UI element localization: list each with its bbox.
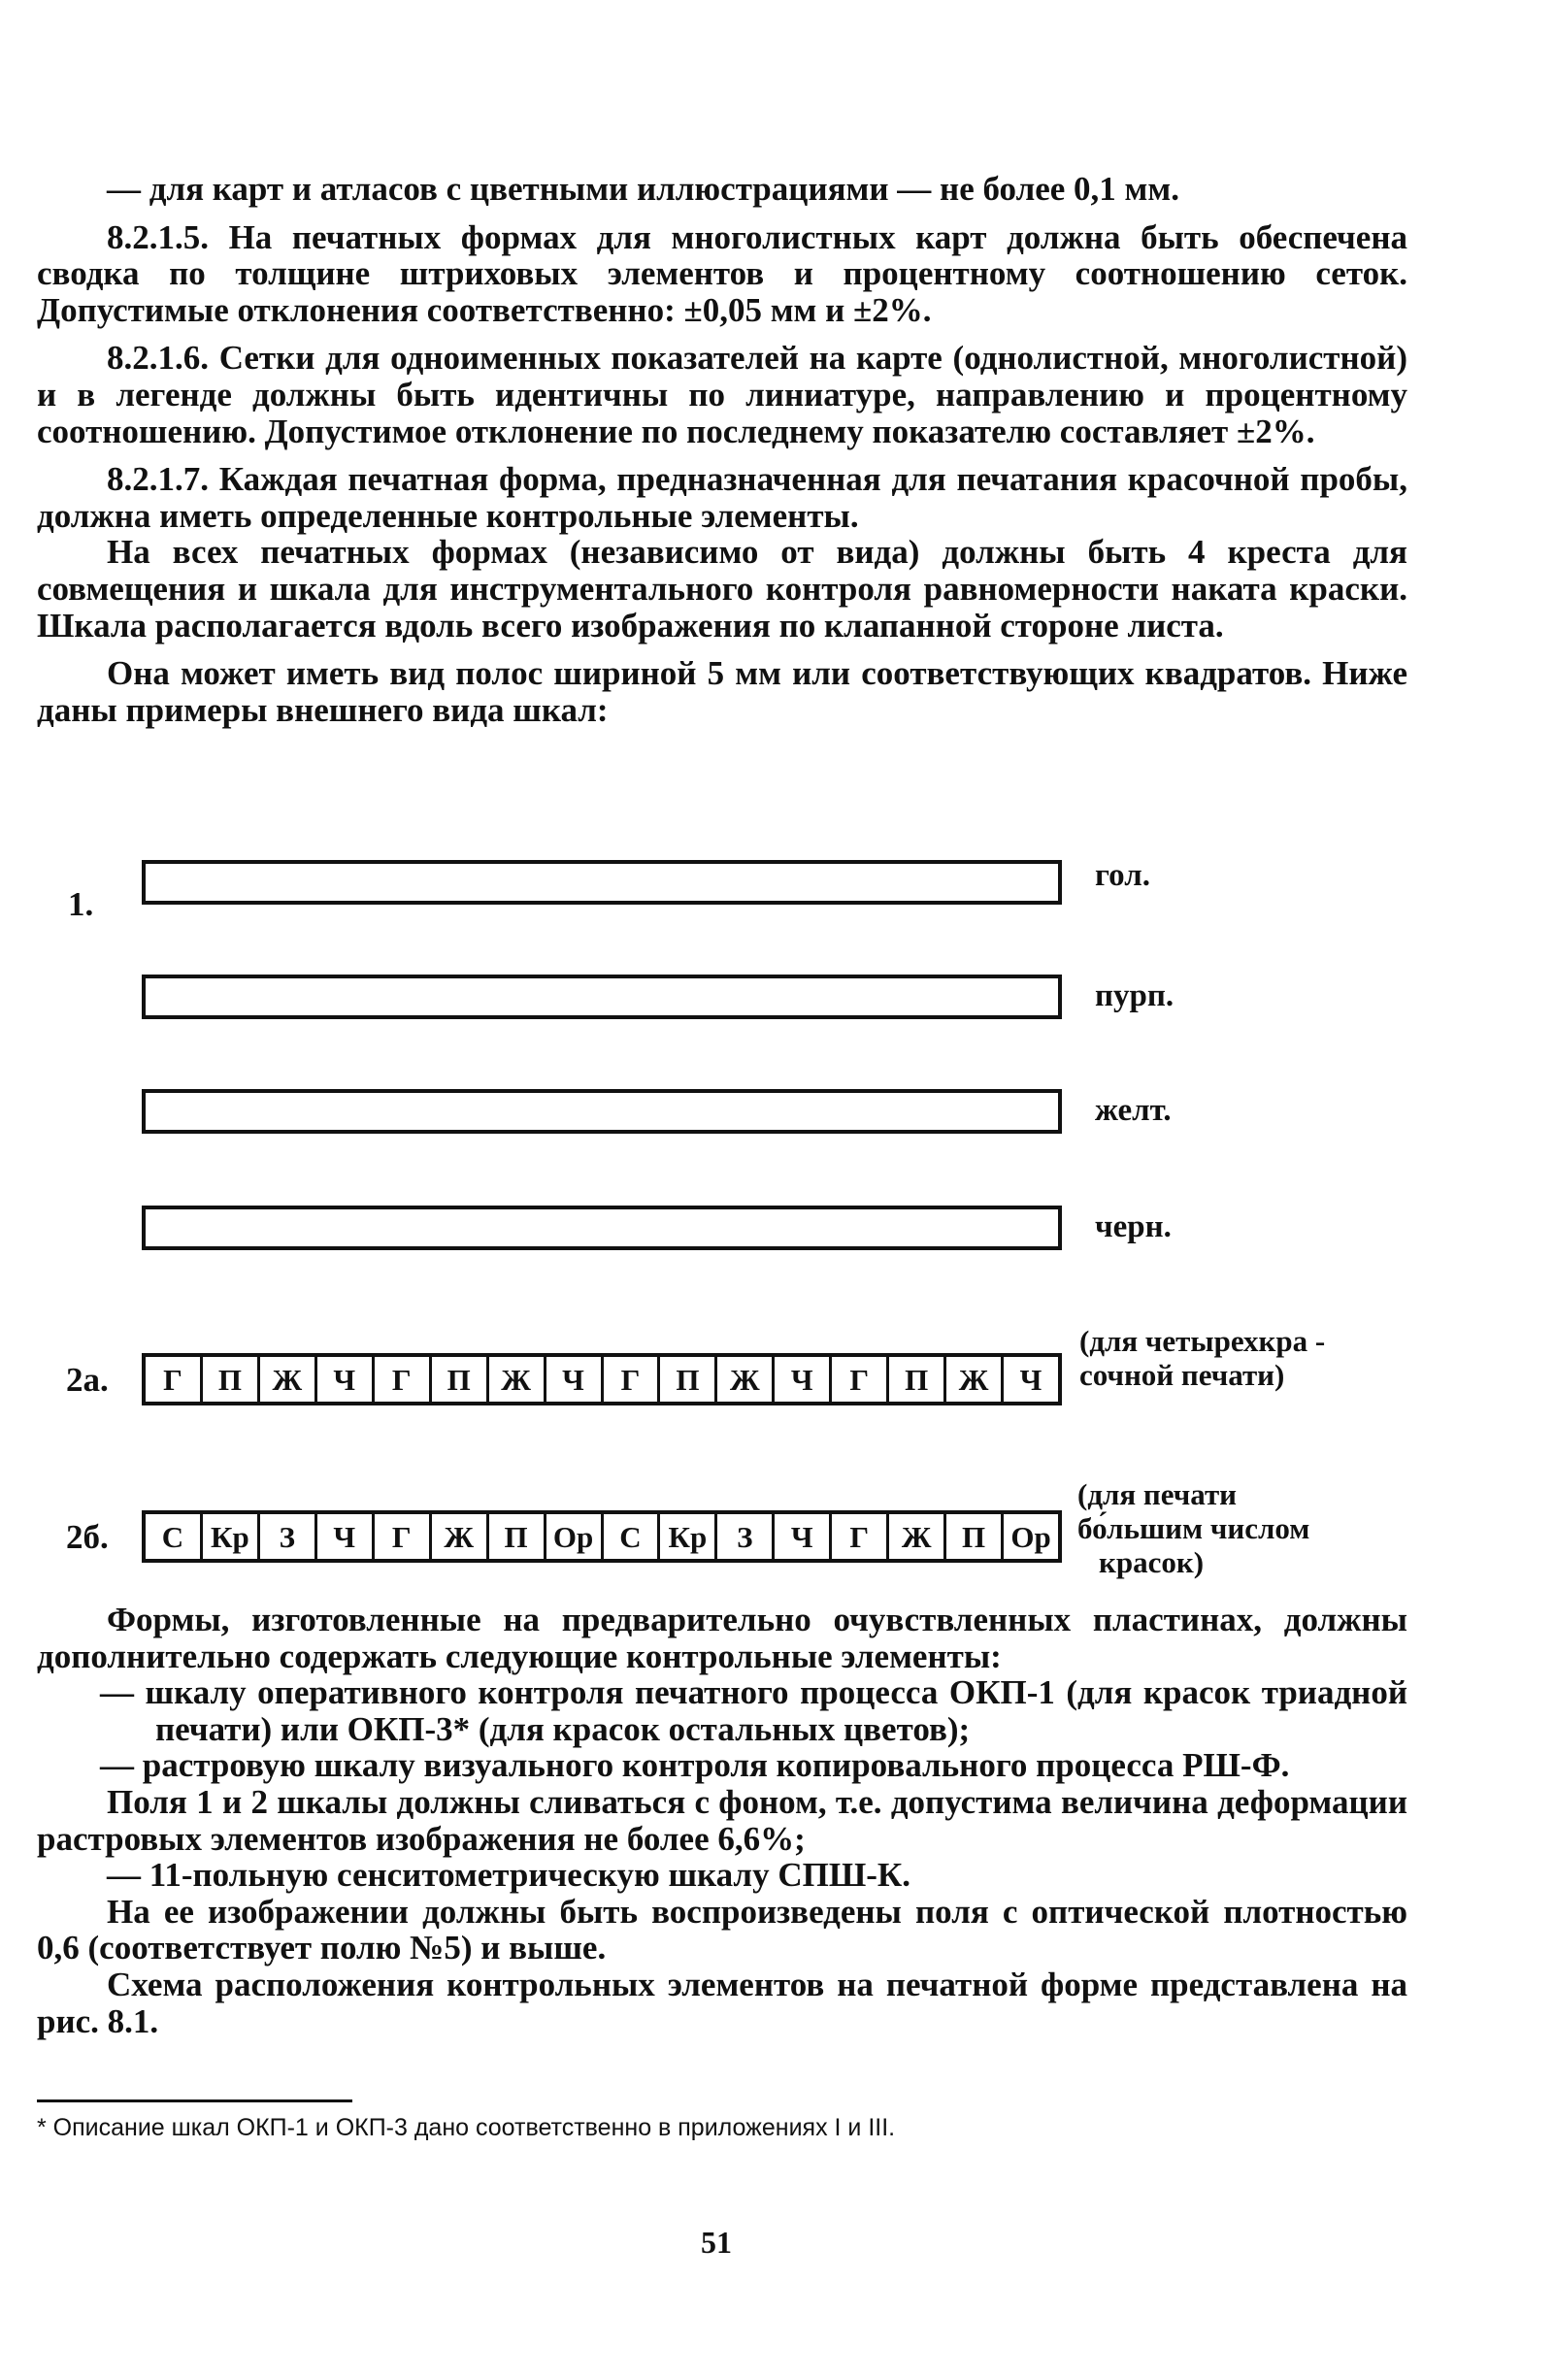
scale-2a-note — [1079, 1324, 1325, 1392]
paragraph: — для карт и атласов с цветными иллюстрациями — не более 0,1 мм. — [107, 170, 1179, 208]
scale-cell: Ч — [317, 1357, 375, 1402]
strip-black — [142, 1206, 1062, 1250]
paragraph: На всех печатных формах (независимо от вида) должны быть 4 креста для совмещения и шкала для инструментального контроля равномерности наката краски. Шкала располагается вдоль всего изображения по клапанной стороне листа. — [37, 533, 1407, 645]
scale-cell: П — [889, 1357, 946, 1402]
scale-2b-cells — [142, 1510, 1062, 1563]
scale-cell: Ж — [946, 1357, 1004, 1402]
paragraph: Поля 1 и 2 шкалы должны сливаться с фоном, т.е. допустима величина деформации растровых элементов изображения не более 6,6%; — [37, 1782, 1407, 1858]
scale-cell: Г — [832, 1514, 889, 1559]
paragraph: — растровую шкалу визуального контроля копировального процесса РШ-Ф. — [100, 1746, 1290, 1785]
scale-cell: Ж — [432, 1514, 489, 1559]
paragraph: На ее изображении должны быть воспроизведены поля с оптической плотностью 0,6 (соответствует полю №5) и выше. — [37, 1892, 1407, 1967]
scale-cell: П — [660, 1357, 717, 1402]
paragraph: — шкалу оперативного контроля печатного процесса ОКП-1 (для красок триадной печати) или ОКП-3* (для красок остальных цветов); — [100, 1673, 1407, 1748]
strip-yellow — [142, 1089, 1062, 1134]
scale-2b-note-line: (для печати — [1077, 1477, 1238, 1511]
scale-cell: Ж — [489, 1357, 546, 1402]
scale-2b-note-line: красок) — [1099, 1545, 1205, 1579]
paragraph: Она может иметь вид полос шириной 5 мм или соответствующих квадратов. Ниже даны примеры внешнего вида шкал: — [37, 654, 1407, 729]
scale-2a-number: 2а. — [66, 1361, 109, 1399]
scale-cell: П — [946, 1514, 1004, 1559]
scale-cell: Ж — [889, 1514, 946, 1559]
scale-cell: Г — [146, 1357, 203, 1402]
strip-magenta — [142, 975, 1062, 1019]
scale-2b-note-line: бо́льшим числом — [1077, 1511, 1310, 1545]
scale-cell: П — [489, 1514, 546, 1559]
paragraph: Формы, изготовленные на предварительно очувствленных пластинах, должны дополнительно содержать следующие контрольные элементы: — [37, 1601, 1407, 1675]
scale-cell: Г — [375, 1514, 432, 1559]
scale-cell: Ч — [775, 1357, 832, 1402]
footnote: * Описание шкал ОКП-1 и ОКП-3 дано соответственно в приложениях I и III. — [37, 2114, 896, 2141]
scale-cell: Ор — [546, 1514, 604, 1559]
page-number: 51 — [701, 2225, 732, 2260]
paragraph: 8.2.1.6. Сетки для одноименных показателей на карте (однолистной, многолистной) и в легенде должны быть идентичны по линиатуре, направлению и процентному соотношению. Допустимое отклонение по последнему показателю составляет ±2%. — [37, 339, 1407, 450]
scale-cell: С — [604, 1514, 661, 1559]
strip-label-yellow: желт. — [1095, 1093, 1172, 1128]
strip-label-magenta: пурп. — [1095, 978, 1175, 1013]
strip-label-cyan: гол. — [1095, 858, 1150, 893]
paragraph: Схема расположения контрольных элементов на печатной форме представлена на рис. 8.1. — [37, 1965, 1407, 2040]
strip-cyan — [142, 860, 1062, 905]
scale-cell: Ж — [260, 1357, 317, 1402]
scale-2b-number: 2б. — [66, 1518, 109, 1556]
scale-cell: Ч — [546, 1357, 604, 1402]
scale-cell: Кр — [660, 1514, 717, 1559]
scale-cell: Г — [604, 1357, 661, 1402]
scale-cell: Ч — [1019, 1362, 1042, 1397]
scale-2a-cells — [142, 1353, 1062, 1405]
scale-cell: П — [432, 1357, 489, 1402]
scale-cell: З — [717, 1514, 775, 1559]
body-text-top — [37, 171, 1407, 728]
scale-cell: Кр — [203, 1514, 260, 1559]
scale-2a-note-line: (для четырехкра - — [1079, 1324, 1326, 1358]
scale-cell: Ор — [1010, 1519, 1051, 1554]
footnote-divider — [37, 2099, 352, 2102]
scale-cell: С — [146, 1514, 203, 1559]
scale-2b-note — [1077, 1477, 1309, 1579]
paragraph: 8.2.1.7. Каждая печатная форма, предназначенная для печатания красочной пробы, должна иметь определенные контрольные элементы. — [37, 460, 1407, 535]
scale-cell: Ж — [717, 1357, 775, 1402]
paragraph: — 11-польную сенситометрическую шкалу СПШ-К. — [107, 1856, 911, 1895]
scale-cell: Г — [375, 1357, 432, 1402]
strip-label-black: черн. — [1095, 1209, 1172, 1244]
scale-cell: З — [260, 1514, 317, 1559]
scale-1-number: 1. — [68, 885, 94, 923]
scale-2a-note-line: сочной печати) — [1079, 1358, 1285, 1392]
body-text-bottom — [37, 1602, 1407, 2039]
scale-cell: Ч — [775, 1514, 832, 1559]
scale-cell: Г — [832, 1357, 889, 1402]
paragraph: 8.2.1.5. На печатных формах для многолистных карт должна быть обеспечена сводка по толщине штриховых элементов и процентному соотношению сеток. Допустимые отклонения соответственно: ±0,05 мм и ±2%. — [37, 217, 1407, 329]
scale-cell: Ч — [317, 1514, 375, 1559]
scale-cell: П — [203, 1357, 260, 1402]
